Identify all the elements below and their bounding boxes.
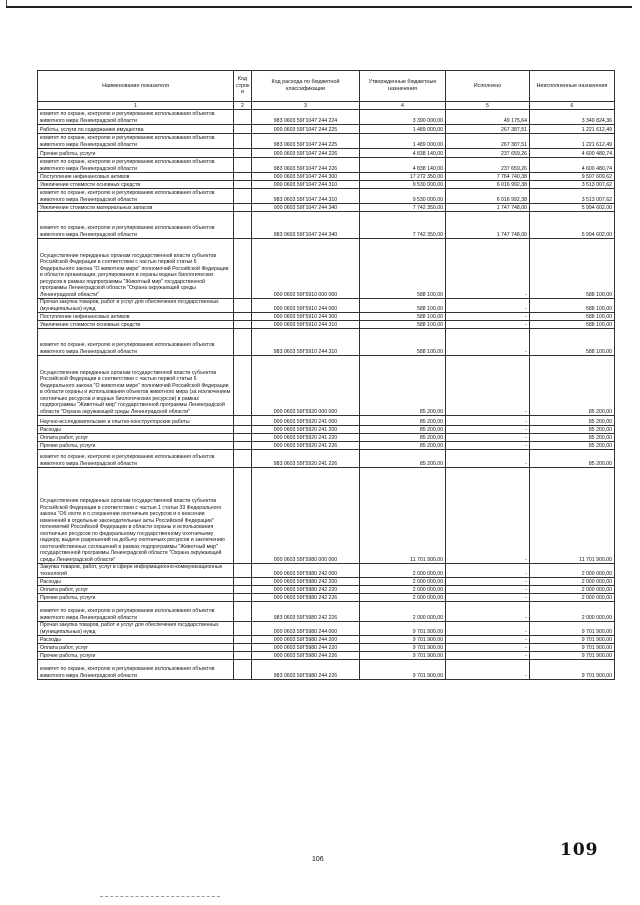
row-name: Осуществление переданных органам государственной власти субъектов Российской Федерации в соответствии с частью первой статьи 6 Федерального закона "О животном мире" полномочий Российской Федерации в области охраны и использования объектов животного мира (за исключением охотничьих ресурсов и водных биологических ресурсов) в рамках подпрограммы "Животный мир" государственной программы Ленинградской области "Охрана окружающей среды Ленинградской области" bbox=[38, 356, 234, 416]
row-line-code bbox=[234, 110, 252, 125]
row-line-code bbox=[234, 442, 252, 450]
row-executed: - bbox=[446, 329, 530, 356]
row-name: Прочие работы, услуги bbox=[38, 149, 234, 158]
row-line-code bbox=[234, 578, 252, 586]
row-executed: - bbox=[446, 468, 530, 564]
column-number: 2 bbox=[234, 102, 252, 110]
row-line-code bbox=[234, 426, 252, 434]
header-indicator-name: Наименование показателя bbox=[38, 71, 234, 102]
row-name: Оплата работ, услуг bbox=[38, 586, 234, 594]
row-line-code bbox=[234, 134, 252, 149]
row-unexecuted: 85 200,00 bbox=[530, 416, 615, 426]
row-name: Прочая закупка товаров, работ и услуг для обеспечения государственных (муниципальных) нужд bbox=[38, 622, 234, 636]
row-line-code bbox=[234, 181, 252, 189]
row-budget-code: 000 0603 59Г1047 244 310 bbox=[252, 181, 360, 189]
row-unexecuted: 9 701 900,00 bbox=[530, 660, 615, 680]
row-budget-code: 000 0603 59Г5910 000 000 bbox=[252, 239, 360, 299]
row-unexecuted: 588 100,00 bbox=[530, 299, 615, 313]
row-line-code bbox=[234, 434, 252, 442]
row-approved: 2 000 000,00 bbox=[360, 594, 446, 602]
column-number: 6 bbox=[530, 102, 615, 110]
row-line-code bbox=[234, 644, 252, 652]
table-header-row bbox=[38, 71, 615, 102]
row-executed: - bbox=[446, 450, 530, 468]
row-budget-code: 000 0603 59Г5980 242 200 bbox=[252, 578, 360, 586]
row-executed: - bbox=[446, 660, 530, 680]
row-approved: 2 000 000,00 bbox=[360, 564, 446, 578]
row-executed: 7 764 740,38 bbox=[446, 173, 530, 181]
row-executed: - bbox=[446, 426, 530, 434]
row-executed: 237 659,26 bbox=[446, 158, 530, 173]
row-unexecuted: 2 000 000,00 bbox=[530, 594, 615, 602]
row-budget-code: 983 0603 59Г5910 244 310 bbox=[252, 329, 360, 356]
row-unexecuted: 2 000 000,00 bbox=[530, 586, 615, 594]
row-name: Осуществление переданных органам государственной власти субъектов Российской Федерации в соответствии с частью первой статьи 6 Федерального закона "О животном мире" полномочий Российской Федерации в области организации, регулирования и охраны водных биологических ресурсов в рамках подпрограммы "Животный мир" государственной программы Ленинградской области "Охрана окружающей среды Ленинградской области" bbox=[38, 239, 234, 299]
row-unexecuted: 588 100,00 bbox=[530, 329, 615, 356]
row-unexecuted: 3 513 007,62 bbox=[530, 181, 615, 189]
row-budget-code: 983 0603 59Г1047 244 225 bbox=[252, 134, 360, 149]
row-unexecuted: 1 221 612,49 bbox=[530, 134, 615, 149]
row-name: Поступление нефинансовых активов bbox=[38, 313, 234, 321]
row-line-code bbox=[234, 321, 252, 329]
row-budget-code: 000 0603 59Г5980 244 200 bbox=[252, 636, 360, 644]
row-executed: 6 016 992,38 bbox=[446, 181, 530, 189]
row-name: комитет по охране, контролю и регулированию использования объектов животного мира Ленинградской области bbox=[38, 134, 234, 149]
table-row bbox=[38, 329, 615, 356]
row-budget-code: 983 0603 59Г5980 244 226 bbox=[252, 660, 360, 680]
row-line-code bbox=[234, 173, 252, 181]
row-unexecuted: 1 221 612,49 bbox=[530, 125, 615, 134]
row-approved: 2 000 000,00 bbox=[360, 586, 446, 594]
row-unexecuted: 2 000 000,00 bbox=[530, 602, 615, 622]
table-row bbox=[38, 450, 615, 468]
row-executed: - bbox=[446, 652, 530, 660]
row-unexecuted: 9 701 900,00 bbox=[530, 636, 615, 644]
table-row bbox=[38, 134, 615, 149]
row-approved: 85 200,00 bbox=[360, 416, 446, 426]
table-row bbox=[38, 110, 615, 125]
row-approved: 85 200,00 bbox=[360, 434, 446, 442]
table-row bbox=[38, 173, 615, 181]
row-unexecuted: 3 513 007,62 bbox=[530, 189, 615, 204]
table-row bbox=[38, 416, 615, 426]
table-row bbox=[38, 158, 615, 173]
row-unexecuted: 85 200,00 bbox=[530, 426, 615, 434]
column-number: 5 bbox=[446, 102, 530, 110]
row-line-code bbox=[234, 313, 252, 321]
table-row bbox=[38, 564, 615, 578]
row-name: Расходы bbox=[38, 636, 234, 644]
row-budget-code: 983 0603 59Г5980 242 226 bbox=[252, 602, 360, 622]
row-approved: 9 701 900,00 bbox=[360, 636, 446, 644]
row-executed: - bbox=[446, 586, 530, 594]
row-name: Прочая закупка товаров, работ и услуг для обеспечения государственных (муниципальных) нужд bbox=[38, 299, 234, 313]
row-unexecuted: 9 507 609,62 bbox=[530, 173, 615, 181]
row-name: комитет по охране, контролю и регулированию использования объектов животного мира Ленинградской области bbox=[38, 602, 234, 622]
row-unexecuted: 11 701 900,00 bbox=[530, 468, 615, 564]
row-name: Научно-исследовательские и опытно-конструкторские работы bbox=[38, 416, 234, 426]
row-budget-code: 000 0603 59Г5910 244 300 bbox=[252, 313, 360, 321]
row-budget-code: 000 0603 59Г5920 241 000 bbox=[252, 416, 360, 426]
row-executed: - bbox=[446, 356, 530, 416]
table-row bbox=[38, 299, 615, 313]
row-approved: 4 838 140,00 bbox=[360, 149, 446, 158]
row-budget-code: 000 0603 59Г5920 241 200 bbox=[252, 426, 360, 434]
row-line-code bbox=[234, 299, 252, 313]
table-row bbox=[38, 644, 615, 652]
row-executed: 267 387,51 bbox=[446, 134, 530, 149]
row-approved: 9 701 900,00 bbox=[360, 644, 446, 652]
table-row bbox=[38, 212, 615, 239]
table-row bbox=[38, 636, 615, 644]
table-row bbox=[38, 181, 615, 189]
column-number-row bbox=[38, 102, 615, 110]
row-approved: 85 200,00 bbox=[360, 442, 446, 450]
row-approved: 9 530 000,00 bbox=[360, 189, 446, 204]
row-unexecuted: 9 701 900,00 bbox=[530, 644, 615, 652]
row-unexecuted: 588 100,00 bbox=[530, 239, 615, 299]
row-line-code bbox=[234, 636, 252, 644]
row-executed: - bbox=[446, 299, 530, 313]
row-executed: - bbox=[446, 594, 530, 602]
row-budget-code: 000 0603 59Г5980 244 000 bbox=[252, 622, 360, 636]
row-executed: - bbox=[446, 321, 530, 329]
row-unexecuted: 4 600 480,74 bbox=[530, 158, 615, 173]
table-row bbox=[38, 239, 615, 299]
row-unexecuted: 2 000 000,00 bbox=[530, 564, 615, 578]
row-executed: 1 747 748,00 bbox=[446, 204, 530, 212]
row-budget-code: 000 0603 59Г5980 244 220 bbox=[252, 644, 360, 652]
row-line-code bbox=[234, 212, 252, 239]
row-approved: 588 100,00 bbox=[360, 239, 446, 299]
row-budget-code: 000 0603 59Г5920 000 000 bbox=[252, 356, 360, 416]
row-line-code bbox=[234, 660, 252, 680]
row-budget-code: 000 0603 59Г1047 244 226 bbox=[252, 149, 360, 158]
row-executed: - bbox=[446, 416, 530, 426]
row-budget-code: 000 0603 59Г1047 244 225 bbox=[252, 125, 360, 134]
table-row bbox=[38, 149, 615, 158]
row-line-code bbox=[234, 468, 252, 564]
table-row bbox=[38, 586, 615, 594]
row-approved: 85 200,00 bbox=[360, 356, 446, 416]
row-budget-code: 983 0603 59Г1047 244 226 bbox=[252, 158, 360, 173]
row-executed: - bbox=[446, 434, 530, 442]
row-approved: 17 272 350,00 bbox=[360, 173, 446, 181]
row-unexecuted: 5 994 602,00 bbox=[530, 204, 615, 212]
row-approved: 588 100,00 bbox=[360, 321, 446, 329]
header-executed: Исполнено bbox=[446, 71, 530, 102]
row-executed: - bbox=[446, 622, 530, 636]
row-name: Поступление нефинансовых активов bbox=[38, 173, 234, 181]
row-budget-code: 000 0603 59Г5980 242 220 bbox=[252, 586, 360, 594]
row-line-code bbox=[234, 586, 252, 594]
row-line-code bbox=[234, 602, 252, 622]
row-line-code bbox=[234, 356, 252, 416]
row-approved: 3 390 000,00 bbox=[360, 110, 446, 125]
table-row bbox=[38, 189, 615, 204]
row-unexecuted: 5 994 602,00 bbox=[530, 212, 615, 239]
row-executed: - bbox=[446, 636, 530, 644]
row-unexecuted: 588 100,00 bbox=[530, 321, 615, 329]
row-approved: 1 489 000,00 bbox=[360, 125, 446, 134]
row-budget-code: 000 0603 59Г5980 242 226 bbox=[252, 594, 360, 602]
row-budget-code: 000 0603 59Г1047 244 300 bbox=[252, 173, 360, 181]
row-unexecuted: 85 200,00 bbox=[530, 442, 615, 450]
row-name: комитет по охране, контролю и регулированию использования объектов животного мира Ленинградской области bbox=[38, 110, 234, 125]
row-budget-code: 000 0603 59Г5910 244 000 bbox=[252, 299, 360, 313]
row-name: комитет по охране, контролю и регулированию использования объектов животного мира Ленинградской области bbox=[38, 212, 234, 239]
row-executed: 49 175,64 bbox=[446, 110, 530, 125]
row-name: Оплата работ, услуг bbox=[38, 434, 234, 442]
row-line-code bbox=[234, 204, 252, 212]
row-approved: 9 701 900,00 bbox=[360, 622, 446, 636]
row-approved: 588 100,00 bbox=[360, 329, 446, 356]
row-line-code bbox=[234, 652, 252, 660]
row-budget-code: 000 0603 59Г5980 244 226 bbox=[252, 652, 360, 660]
row-name: комитет по охране, контролю и регулированию использования объектов животного мира Ленинградской области bbox=[38, 189, 234, 204]
header-approved: Утвержденные бюджетные назначения bbox=[360, 71, 446, 102]
row-approved: 7 742 350,00 bbox=[360, 212, 446, 239]
row-budget-code: 983 0603 59Г1047 244 310 bbox=[252, 189, 360, 204]
row-name: Осуществление переданных органам государственной власти субъектов Российской Федерации в соответствии с частью 1 статьи 33 Федерального закона "Об охоте и о сохранении охотничьих ресурсов и о внесении изменений в отдельные законодательные акты Российской Федерации" полномочий Российской Федерации в области охраны и использования охотничьих ресурсов по федеральному государственному охотничьему надзору, выдаче разрешений на добычу охотничьих ресурсов и заключению охотхозяйственных соглашений в рамках подпрограммы "Животный мир" государственной программы Ленинградской области "Охрана окружающей среды Ленинградской области" bbox=[38, 468, 234, 564]
row-line-code bbox=[234, 158, 252, 173]
budget-execution-table bbox=[37, 70, 615, 680]
row-line-code bbox=[234, 594, 252, 602]
row-name: Расходы bbox=[38, 578, 234, 586]
row-name: Работы, услуги по содержанию имущества bbox=[38, 125, 234, 134]
table-row bbox=[38, 468, 615, 564]
row-unexecuted: 9 701 900,00 bbox=[530, 652, 615, 660]
row-name: комитет по охране, контролю и регулированию использования объектов животного мира Ленинградской области bbox=[38, 329, 234, 356]
table-row bbox=[38, 602, 615, 622]
row-approved: 9 701 900,00 bbox=[360, 660, 446, 680]
row-name: Закупка товаров, работ, услуг в сфере информационно-коммуникационных технологий bbox=[38, 564, 234, 578]
row-executed: 6 016 992,38 bbox=[446, 189, 530, 204]
row-approved: 9 701 900,00 bbox=[360, 652, 446, 660]
table-row bbox=[38, 356, 615, 416]
handwritten-sheet-number: 109 bbox=[560, 840, 599, 860]
row-budget-code: 983 0603 59Г1047 244 340 bbox=[252, 212, 360, 239]
row-name: Увеличение стоимости основных средств bbox=[38, 181, 234, 189]
row-name: Прочие работы, услуги bbox=[38, 594, 234, 602]
header-line-code: Код строк и bbox=[234, 71, 252, 102]
column-number: 3 bbox=[252, 102, 360, 110]
row-approved: 1 489 000,00 bbox=[360, 134, 446, 149]
row-unexecuted: 3 340 824,36 bbox=[530, 110, 615, 125]
row-name: Увеличение стоимости основных средств bbox=[38, 321, 234, 329]
top-border-line bbox=[6, 6, 632, 8]
row-executed: - bbox=[446, 644, 530, 652]
table-row bbox=[38, 313, 615, 321]
row-unexecuted: 2 000 000,00 bbox=[530, 578, 615, 586]
row-approved: 2 000 000,00 bbox=[360, 578, 446, 586]
row-line-code bbox=[234, 329, 252, 356]
table-row bbox=[38, 321, 615, 329]
table-row bbox=[38, 434, 615, 442]
header-budget-code: Код расхода по бюджетной классификации bbox=[252, 71, 360, 102]
row-budget-code: 000 0603 59Г5980 000 000 bbox=[252, 468, 360, 564]
row-line-code bbox=[234, 125, 252, 134]
row-executed: 267 387,51 bbox=[446, 125, 530, 134]
row-name: комитет по охране, контролю и регулированию использования объектов животного мира Ленинградской области bbox=[38, 660, 234, 680]
row-budget-code: 000 0603 59Г5980 242 000 bbox=[252, 564, 360, 578]
row-line-code bbox=[234, 189, 252, 204]
table-row bbox=[38, 622, 615, 636]
row-budget-code: 000 0603 59Г5920 241 220 bbox=[252, 434, 360, 442]
row-budget-code: 000 0603 59Г5910 244 310 bbox=[252, 321, 360, 329]
row-name: Прочие работы, услуги bbox=[38, 442, 234, 450]
table-row bbox=[38, 426, 615, 434]
row-line-code bbox=[234, 149, 252, 158]
row-budget-code: 983 0603 59Г5920 241 226 bbox=[252, 450, 360, 468]
row-unexecuted: 4 600 480,74 bbox=[530, 149, 615, 158]
column-number: 1 bbox=[38, 102, 234, 110]
header-unexecuted: Неисполненные назначения bbox=[530, 71, 615, 102]
row-unexecuted: 9 701 900,00 bbox=[530, 622, 615, 636]
table-row bbox=[38, 204, 615, 212]
row-approved: 2 000 000,00 bbox=[360, 602, 446, 622]
row-name: комитет по охране, контролю и регулированию использования объектов животного мира Ленинградской области bbox=[38, 450, 234, 468]
table-row bbox=[38, 660, 615, 680]
row-executed: 237 659,26 bbox=[446, 149, 530, 158]
row-name: Расходы bbox=[38, 426, 234, 434]
row-line-code bbox=[234, 239, 252, 299]
row-executed: - bbox=[446, 442, 530, 450]
row-line-code bbox=[234, 622, 252, 636]
row-executed: - bbox=[446, 564, 530, 578]
row-line-code bbox=[234, 416, 252, 426]
row-approved: 4 838 140,00 bbox=[360, 158, 446, 173]
table-row bbox=[38, 652, 615, 660]
row-name: Оплата работ, услуг bbox=[38, 644, 234, 652]
row-budget-code: 000 0603 59Г1047 244 340 bbox=[252, 204, 360, 212]
row-line-code bbox=[234, 564, 252, 578]
row-approved: 85 200,00 bbox=[360, 426, 446, 434]
row-line-code bbox=[234, 450, 252, 468]
row-unexecuted: 85 200,00 bbox=[530, 434, 615, 442]
row-executed: 1 747 748,00 bbox=[446, 212, 530, 239]
row-budget-code: 000 0603 59Г5920 241 226 bbox=[252, 442, 360, 450]
row-unexecuted: 85 200,00 bbox=[530, 356, 615, 416]
table-row bbox=[38, 125, 615, 134]
row-executed: - bbox=[446, 602, 530, 622]
row-executed: - bbox=[446, 313, 530, 321]
row-approved: 85 200,00 bbox=[360, 450, 446, 468]
row-name: комитет по охране, контролю и регулированию использования объектов животного мира Ленинградской области bbox=[38, 158, 234, 173]
table-row bbox=[38, 442, 615, 450]
table-row bbox=[38, 578, 615, 586]
row-unexecuted: 85 200,00 bbox=[530, 450, 615, 468]
row-approved: 11 701 900,00 bbox=[360, 468, 446, 564]
table-row bbox=[38, 594, 615, 602]
row-name: Увеличение стоимости материальных запасов bbox=[38, 204, 234, 212]
row-approved: 588 100,00 bbox=[360, 313, 446, 321]
row-executed: - bbox=[446, 578, 530, 586]
row-approved: 588 100,00 bbox=[360, 299, 446, 313]
table-body bbox=[38, 110, 615, 680]
column-number: 4 bbox=[360, 102, 446, 110]
row-approved: 9 530 000,00 bbox=[360, 181, 446, 189]
bottom-scan-line bbox=[100, 896, 220, 897]
row-executed: - bbox=[446, 239, 530, 299]
row-name: Прочие работы, услуги bbox=[38, 652, 234, 660]
row-unexecuted: 588 100,00 bbox=[530, 313, 615, 321]
row-budget-code: 983 0603 59Г1047 244 224 bbox=[252, 110, 360, 125]
page-number: 106 bbox=[312, 856, 324, 863]
row-approved: 7 742 350,00 bbox=[360, 204, 446, 212]
